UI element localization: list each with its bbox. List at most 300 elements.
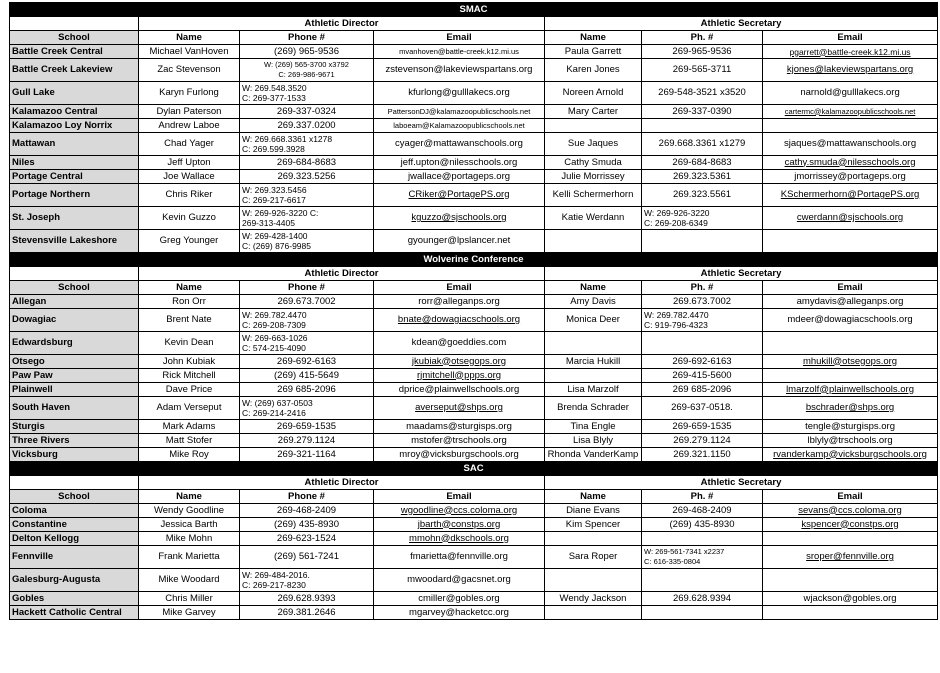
- sec-email: [763, 420, 938, 434]
- school-column-header: School: [10, 31, 139, 45]
- ad-email: [374, 434, 545, 448]
- sec-name: [545, 230, 642, 253]
- ad-phone: 269-659-1535: [240, 420, 374, 434]
- ad-email: [374, 355, 545, 369]
- sec-email-link: mdeer@dowagiacschools.org: [787, 314, 913, 325]
- sec-email-link: narnold@gulllakecs.org: [800, 87, 900, 98]
- ad-phone: W: (269) 637-0503 C: 269-214-2416: [240, 397, 374, 420]
- conference-header-row: [10, 253, 938, 267]
- table-row: [10, 59, 938, 82]
- ad-name: Wendy Goodline: [139, 504, 240, 518]
- sec-name: Noreen Arnold: [545, 82, 642, 105]
- sec-name: Wendy Jackson: [545, 592, 642, 606]
- ad-email: [374, 45, 545, 59]
- ad-email-link[interactable]: mmohn@dkschools.org: [409, 532, 509, 544]
- sec-email: [763, 397, 938, 420]
- ad-email-column-header: Email: [374, 31, 545, 45]
- sec-name: Paula Garrett: [545, 45, 642, 59]
- sec-phone: 269-468-2409: [642, 504, 763, 518]
- school-name: South Haven: [10, 397, 139, 420]
- sec-phone: 269-692-6163: [642, 355, 763, 369]
- sec-name: Karen Jones: [545, 59, 642, 82]
- table-row: [10, 546, 938, 569]
- sec-phone: 269-548-3521 x3520: [642, 82, 763, 105]
- ad-phone: W: 269-926-3220 C: 269-313-4405: [240, 207, 374, 230]
- column-header-row: [10, 281, 938, 295]
- school-name: Allegan: [10, 295, 139, 309]
- sec-email-link[interactable]: mhukill@otsegops.org: [802, 355, 898, 367]
- school-name: Constantine: [10, 518, 139, 532]
- ad-name: Mike Woodard: [139, 569, 240, 592]
- sec-email: [763, 434, 938, 448]
- school-name: Paw Paw: [10, 369, 139, 383]
- blank-cell: [10, 267, 139, 281]
- ad-phone: 269.279.1124: [240, 434, 374, 448]
- sec-email: [763, 207, 938, 230]
- sec-name: Amy Davis: [545, 295, 642, 309]
- school-name: Fennville: [10, 546, 139, 569]
- school-name: Dowagiac: [10, 309, 139, 332]
- sec-name: Monica Deer: [545, 309, 642, 332]
- sec-email-link[interactable]: KSchermerhorn@PortagePS.org: [780, 189, 920, 200]
- school-name: Portage Central: [10, 170, 139, 184]
- ad-name: Zac Stevenson: [139, 59, 240, 82]
- conference-title: SMAC: [10, 3, 938, 17]
- ad-email: [374, 518, 545, 532]
- ad-name: Mike Roy: [139, 448, 240, 462]
- sec-phone: 269-337-0390: [642, 105, 763, 119]
- school-name: Stevensville Lakeshore: [10, 230, 139, 253]
- table-row: [10, 184, 938, 207]
- sec-email-link[interactable]: rvanderkamp@vicksburgschools.org: [773, 448, 927, 460]
- ad-email-link: mvanhoven@battle-creek.k12.mi.us: [399, 46, 519, 56]
- ad-name: Jeff Upton: [139, 156, 240, 170]
- school-name: Gobles: [10, 592, 139, 606]
- sec-phone: 269 685-2096: [642, 383, 763, 397]
- sec-email-link[interactable]: lmarzolf@plainwellschools.org: [786, 383, 914, 395]
- ad-email-link: dprice@plainwellschools.org: [398, 383, 520, 395]
- ad-email: [374, 546, 545, 569]
- ad-phone: 269.323.5256: [240, 170, 374, 184]
- ad-email-link: rorr@alleganps.org: [418, 295, 500, 307]
- ad-phone: (269) 561-7241: [240, 546, 374, 569]
- school-name: Delton Kellogg: [10, 532, 139, 546]
- column-header-row: [10, 31, 938, 45]
- ad-phone: (269) 415-5649: [240, 369, 374, 383]
- sec-phone: 269-965-9536: [642, 45, 763, 59]
- school-name: Battle Creek Central: [10, 45, 139, 59]
- table-row: [10, 569, 938, 592]
- sec-email: [763, 82, 938, 105]
- conference-title: SAC: [10, 462, 938, 476]
- ad-email-link: mgarvey@hacketcc.org: [409, 606, 509, 618]
- table-row: [10, 207, 938, 230]
- ad-email-link[interactable]: rjmitchell@ppps.org: [416, 369, 502, 381]
- ad-email: [374, 532, 545, 546]
- table-row: [10, 434, 938, 448]
- sec-phone-column-header: Ph. #: [642, 281, 763, 295]
- sec-name: Tina Engle: [545, 420, 642, 434]
- table-row: [10, 170, 938, 184]
- table-row: [10, 156, 938, 170]
- sec-email: [763, 592, 938, 606]
- ad-name: Mike Mohn: [139, 532, 240, 546]
- table-row: [10, 397, 938, 420]
- sec-email-link: lblyly@trschools.org: [807, 434, 893, 446]
- ad-name: John Kubiak: [139, 355, 240, 369]
- sec-email: [763, 606, 938, 620]
- sec-email: [763, 156, 938, 170]
- ad-name: Frank Marietta: [139, 546, 240, 569]
- ad-email-link: kdean@goeddies.com: [411, 337, 507, 348]
- sec-email-column-header: Email: [763, 31, 938, 45]
- sec-email-link: sjaques@mattawanschools.org: [783, 138, 917, 149]
- ad-email-link: maadams@sturgisps.org: [406, 420, 512, 432]
- ad-name: Mark Adams: [139, 420, 240, 434]
- ad-phone: 269.337.0200: [240, 119, 374, 133]
- sec-email: [763, 355, 938, 369]
- ad-phone: 269-321-1164: [240, 448, 374, 462]
- school-name: Battle Creek Lakeview: [10, 59, 139, 82]
- school-name: Portage Northern: [10, 184, 139, 207]
- ad-phone: W: 269.668.3361 x1278 C: 269.599.3928: [240, 133, 374, 156]
- role-group-row: [10, 476, 938, 490]
- ad-email: [374, 592, 545, 606]
- sec-name: Katie Werdann: [545, 207, 642, 230]
- ad-email: [374, 448, 545, 462]
- ad-name-column-header: Name: [139, 281, 240, 295]
- sec-name: Brenda Schrader: [545, 397, 642, 420]
- sec-phone: 269.673.7002: [642, 295, 763, 309]
- sec-name: Kim Spencer: [545, 518, 642, 532]
- ad-email-link: cyager@mattawanschools.org: [395, 138, 523, 149]
- ad-phone: W: 269.548.3520 C: 269-377-1533: [240, 82, 374, 105]
- table-row: [10, 504, 938, 518]
- sec-name-column-header: Name: [545, 490, 642, 504]
- sec-name: [545, 119, 642, 133]
- sec-email: [763, 532, 938, 546]
- sec-email-link: tengle@sturgisps.org: [805, 420, 895, 432]
- ad-phone: 269-468-2409: [240, 504, 374, 518]
- sec-email-link: amydavis@alleganps.org: [796, 295, 904, 307]
- table-row: [10, 369, 938, 383]
- school-name: Sturgis: [10, 420, 139, 434]
- table-row: [10, 518, 938, 532]
- table-row: [10, 332, 938, 355]
- athletic-director-heading: Athletic Director: [139, 267, 545, 281]
- sec-email: [763, 184, 938, 207]
- ad-email-link: gyounger@lpslancer.net: [407, 235, 511, 246]
- sec-email: [763, 170, 938, 184]
- column-header-row: [10, 490, 938, 504]
- ad-email-link: mroy@vicksburgschools.org: [399, 448, 519, 460]
- sec-email-link[interactable]: sevans@ccs.coloma.org: [798, 504, 902, 516]
- sec-email-link: jmorrissey@portageps.org: [794, 170, 906, 182]
- ad-email: [374, 156, 545, 170]
- ad-name: Michael VanHoven: [139, 45, 240, 59]
- athletic-secretary-heading: Athletic Secretary: [545, 267, 938, 281]
- sec-name: Diane Evans: [545, 504, 642, 518]
- school-name: Three Rivers: [10, 434, 139, 448]
- table-row: [10, 448, 938, 462]
- ad-name: Brent Nate: [139, 309, 240, 332]
- ad-phone: 269.381.2646: [240, 606, 374, 620]
- ad-email-link[interactable]: averseput@shps.org: [415, 402, 503, 413]
- ad-name: Chris Riker: [139, 184, 240, 207]
- sec-email: [763, 518, 938, 532]
- sec-phone: [642, 532, 763, 546]
- table-row: [10, 105, 938, 119]
- sec-email-link[interactable]: kjones@lakeviewspartans.org: [786, 64, 914, 75]
- sec-email-link[interactable]: cwerdann@sjschools.org: [796, 212, 904, 223]
- sec-phone: W: 269.782.4470 C: 919-796-4323: [642, 309, 763, 332]
- ad-name: Matt Stofer: [139, 434, 240, 448]
- ad-email-link: fmarietta@fennville.org: [410, 551, 508, 562]
- ad-email: [374, 170, 545, 184]
- athletic-director-heading: Athletic Director: [139, 17, 545, 31]
- ad-name: Andrew Laboe: [139, 119, 240, 133]
- sec-email-link: wjackson@gobles.org: [803, 592, 897, 604]
- ad-phone: (269) 965-9536: [240, 45, 374, 59]
- ad-name-column-header: Name: [139, 490, 240, 504]
- sec-email: [763, 230, 938, 253]
- sec-phone: 269.323.5561: [642, 184, 763, 207]
- sec-phone: (269) 435-8930: [642, 518, 763, 532]
- ad-phone: W: 269.323.5456 C: 269-217-6617: [240, 184, 374, 207]
- conference-title: Wolverine Conference: [10, 253, 938, 267]
- ad-email-link: mwoodard@gacsnet.org: [407, 574, 511, 585]
- athletic-directory-table: [9, 2, 938, 620]
- sec-email: [763, 295, 938, 309]
- ad-phone-column-header: Phone #: [240, 31, 374, 45]
- ad-email: [374, 606, 545, 620]
- ad-phone: 269.673.7002: [240, 295, 374, 309]
- school-name: Otsego: [10, 355, 139, 369]
- ad-name: Jessica Barth: [139, 518, 240, 532]
- ad-name-column-header: Name: [139, 31, 240, 45]
- table-row: [10, 45, 938, 59]
- ad-email: [374, 569, 545, 592]
- table-row: [10, 295, 938, 309]
- ad-email-link[interactable]: kguzzo@sjschools.org: [411, 212, 507, 223]
- sec-email-link[interactable]: kspencer@constps.org: [801, 518, 899, 530]
- ad-email: [374, 230, 545, 253]
- sec-email-column-header: Email: [763, 281, 938, 295]
- table-row: [10, 606, 938, 620]
- sec-email: [763, 369, 938, 383]
- sec-phone: 269-684-8683: [642, 156, 763, 170]
- ad-email: [374, 184, 545, 207]
- sec-name-column-header: Name: [545, 281, 642, 295]
- ad-email-link[interactable]: CRiker@PortagePS.org: [408, 189, 510, 200]
- sec-email: [763, 448, 938, 462]
- sec-name: Julie Morrissey: [545, 170, 642, 184]
- sec-email-link[interactable]: pgarrett@battle-creek.k12.mi.us: [789, 46, 911, 57]
- sec-name: [545, 532, 642, 546]
- sec-email: [763, 45, 938, 59]
- sec-email-link[interactable]: sroper@fennville.org: [806, 551, 894, 562]
- sec-phone: 269-659-1535: [642, 420, 763, 434]
- ad-phone-column-header: Phone #: [240, 281, 374, 295]
- ad-email: [374, 383, 545, 397]
- ad-email: [374, 295, 545, 309]
- ad-email-link: jeff.upton@nilesschools.org: [400, 156, 518, 168]
- ad-email-link: PattersonDJ@kalamazoopublicschools.net: [387, 106, 531, 116]
- sec-email: [763, 105, 938, 119]
- ad-name: Ron Orr: [139, 295, 240, 309]
- ad-phone: 269-623-1524: [240, 532, 374, 546]
- ad-email-link: laboeam@Kalamazoopublicschools.net: [393, 120, 525, 130]
- ad-phone: 269-692-6163: [240, 355, 374, 369]
- school-name: Plainwell: [10, 383, 139, 397]
- ad-name: Chad Yager: [139, 133, 240, 156]
- athletic-secretary-heading: Athletic Secretary: [545, 476, 938, 490]
- table-row: [10, 119, 938, 133]
- ad-email-link[interactable]: jbarth@constps.org: [417, 518, 501, 530]
- ad-name: Karyn Furlong: [139, 82, 240, 105]
- table-row: [10, 383, 938, 397]
- ad-email: [374, 420, 545, 434]
- athletic-director-heading: Athletic Director: [139, 476, 545, 490]
- sec-phone: [642, 569, 763, 592]
- sec-phone: 269.628.9394: [642, 592, 763, 606]
- sec-phone-column-header: Ph. #: [642, 31, 763, 45]
- ad-email-link: jwallace@portageps.org: [407, 170, 511, 182]
- table-row: [10, 592, 938, 606]
- sec-name: Cathy Smuda: [545, 156, 642, 170]
- ad-email: [374, 119, 545, 133]
- sec-email-link[interactable]: cathy.smuda@nilesschools.org: [784, 156, 916, 168]
- ad-name: Joe Wallace: [139, 170, 240, 184]
- ad-email-link[interactable]: bnate@dowagiacschools.org: [397, 314, 521, 325]
- sec-phone: 269.279.1124: [642, 434, 763, 448]
- table-row: [10, 82, 938, 105]
- ad-name: Mike Garvey: [139, 606, 240, 620]
- ad-email: [374, 207, 545, 230]
- school-name: Kalamazoo Central: [10, 105, 139, 119]
- table-row: [10, 355, 938, 369]
- athletic-secretary-heading: Athletic Secretary: [545, 17, 938, 31]
- ad-phone: 269-684-8683: [240, 156, 374, 170]
- ad-email: [374, 369, 545, 383]
- ad-email: [374, 397, 545, 420]
- ad-name: Kevin Guzzo: [139, 207, 240, 230]
- sec-phone: 269-415-5600: [642, 369, 763, 383]
- ad-email: [374, 82, 545, 105]
- ad-email-column-header: Email: [374, 490, 545, 504]
- sec-phone: 269-637-0518.: [642, 397, 763, 420]
- sec-email: [763, 332, 938, 355]
- ad-phone: 269-337-0324: [240, 105, 374, 119]
- sec-name: [545, 332, 642, 355]
- table-row: [10, 309, 938, 332]
- sec-phone: 269.321.1150: [642, 448, 763, 462]
- ad-phone: (269) 435-8930: [240, 518, 374, 532]
- sec-phone: [642, 332, 763, 355]
- sec-phone: W: 269-561-7341 x2237 C: 616-335-0804: [642, 546, 763, 569]
- table-row: [10, 133, 938, 156]
- sec-phone: 269.323.5361: [642, 170, 763, 184]
- sec-name: [545, 369, 642, 383]
- sec-email-column-header: Email: [763, 490, 938, 504]
- school-name: Vicksburg: [10, 448, 139, 462]
- ad-phone: W: (269) 565-3700 x3792 C: 269-986-9671: [240, 59, 374, 82]
- school-name: Gull Lake: [10, 82, 139, 105]
- ad-email-link: zstevenson@lakeviewspartans.org: [385, 64, 533, 75]
- ad-name: Dylan Paterson: [139, 105, 240, 119]
- sec-name: Lisa Marzolf: [545, 383, 642, 397]
- ad-email-link: kfurlong@gulllakecs.org: [408, 87, 510, 98]
- ad-email: [374, 309, 545, 332]
- ad-email: [374, 332, 545, 355]
- school-name: Coloma: [10, 504, 139, 518]
- ad-phone: W: 269-663-1026 C: 574-215-4090: [240, 332, 374, 355]
- ad-email-column-header: Email: [374, 281, 545, 295]
- sec-name: Rhonda VanderKamp: [545, 448, 642, 462]
- table-row: [10, 532, 938, 546]
- ad-phone: W: 269-428-1400 C: (269) 876-9985: [240, 230, 374, 253]
- sec-phone: [642, 230, 763, 253]
- sec-email: [763, 59, 938, 82]
- sec-email: [763, 383, 938, 397]
- ad-name: Chris Miller: [139, 592, 240, 606]
- role-group-row: [10, 267, 938, 281]
- sec-phone: [642, 606, 763, 620]
- sec-name: Marcia Hukill: [545, 355, 642, 369]
- ad-phone: W: 269-484-2016. C: 269-217-8230: [240, 569, 374, 592]
- ad-email: [374, 504, 545, 518]
- sec-email: [763, 309, 938, 332]
- sec-name: Lisa Blyly: [545, 434, 642, 448]
- table-row: [10, 420, 938, 434]
- ad-phone: W: 269.782.4470 C: 269-208-7309: [240, 309, 374, 332]
- sec-email-link[interactable]: bschrader@shps.org: [805, 402, 895, 413]
- school-name: Hackett Catholic Central: [10, 606, 139, 620]
- table-row: [10, 230, 938, 253]
- school-name: St. Joseph: [10, 207, 139, 230]
- sec-name: Sue Jaques: [545, 133, 642, 156]
- school-name: Niles: [10, 156, 139, 170]
- ad-phone: 269 685-2096: [240, 383, 374, 397]
- ad-name: Kevin Dean: [139, 332, 240, 355]
- ad-name: Dave Price: [139, 383, 240, 397]
- sec-name: [545, 606, 642, 620]
- sec-email: [763, 546, 938, 569]
- blank-cell: [10, 476, 139, 490]
- sec-phone: 269.668.3361 x1279: [642, 133, 763, 156]
- school-column-header: School: [10, 490, 139, 504]
- ad-email-link[interactable]: wgoodline@ccs.coloma.org: [400, 504, 518, 516]
- school-name: Kalamazoo Loy Norrix: [10, 119, 139, 133]
- sec-name: Mary Carter: [545, 105, 642, 119]
- sec-phone: W: 269-926-3220 C: 269-208-6349: [642, 207, 763, 230]
- conference-header-row: [10, 3, 938, 17]
- sec-email-link[interactable]: cartermc@kalamazoopublicschools.net: [784, 106, 916, 116]
- sec-email: [763, 504, 938, 518]
- sec-name-column-header: Name: [545, 31, 642, 45]
- sec-email: [763, 119, 938, 133]
- sec-name: [545, 569, 642, 592]
- ad-name: Rick Mitchell: [139, 369, 240, 383]
- ad-email-link[interactable]: jkubiak@otsegops.org: [411, 355, 507, 367]
- ad-name: Adam Verseput: [139, 397, 240, 420]
- ad-email: [374, 59, 545, 82]
- sec-phone: [642, 119, 763, 133]
- school-name: Galesburg-Augusta: [10, 569, 139, 592]
- sec-phone: 269-565-3711: [642, 59, 763, 82]
- blank-cell: [10, 17, 139, 31]
- ad-email: [374, 133, 545, 156]
